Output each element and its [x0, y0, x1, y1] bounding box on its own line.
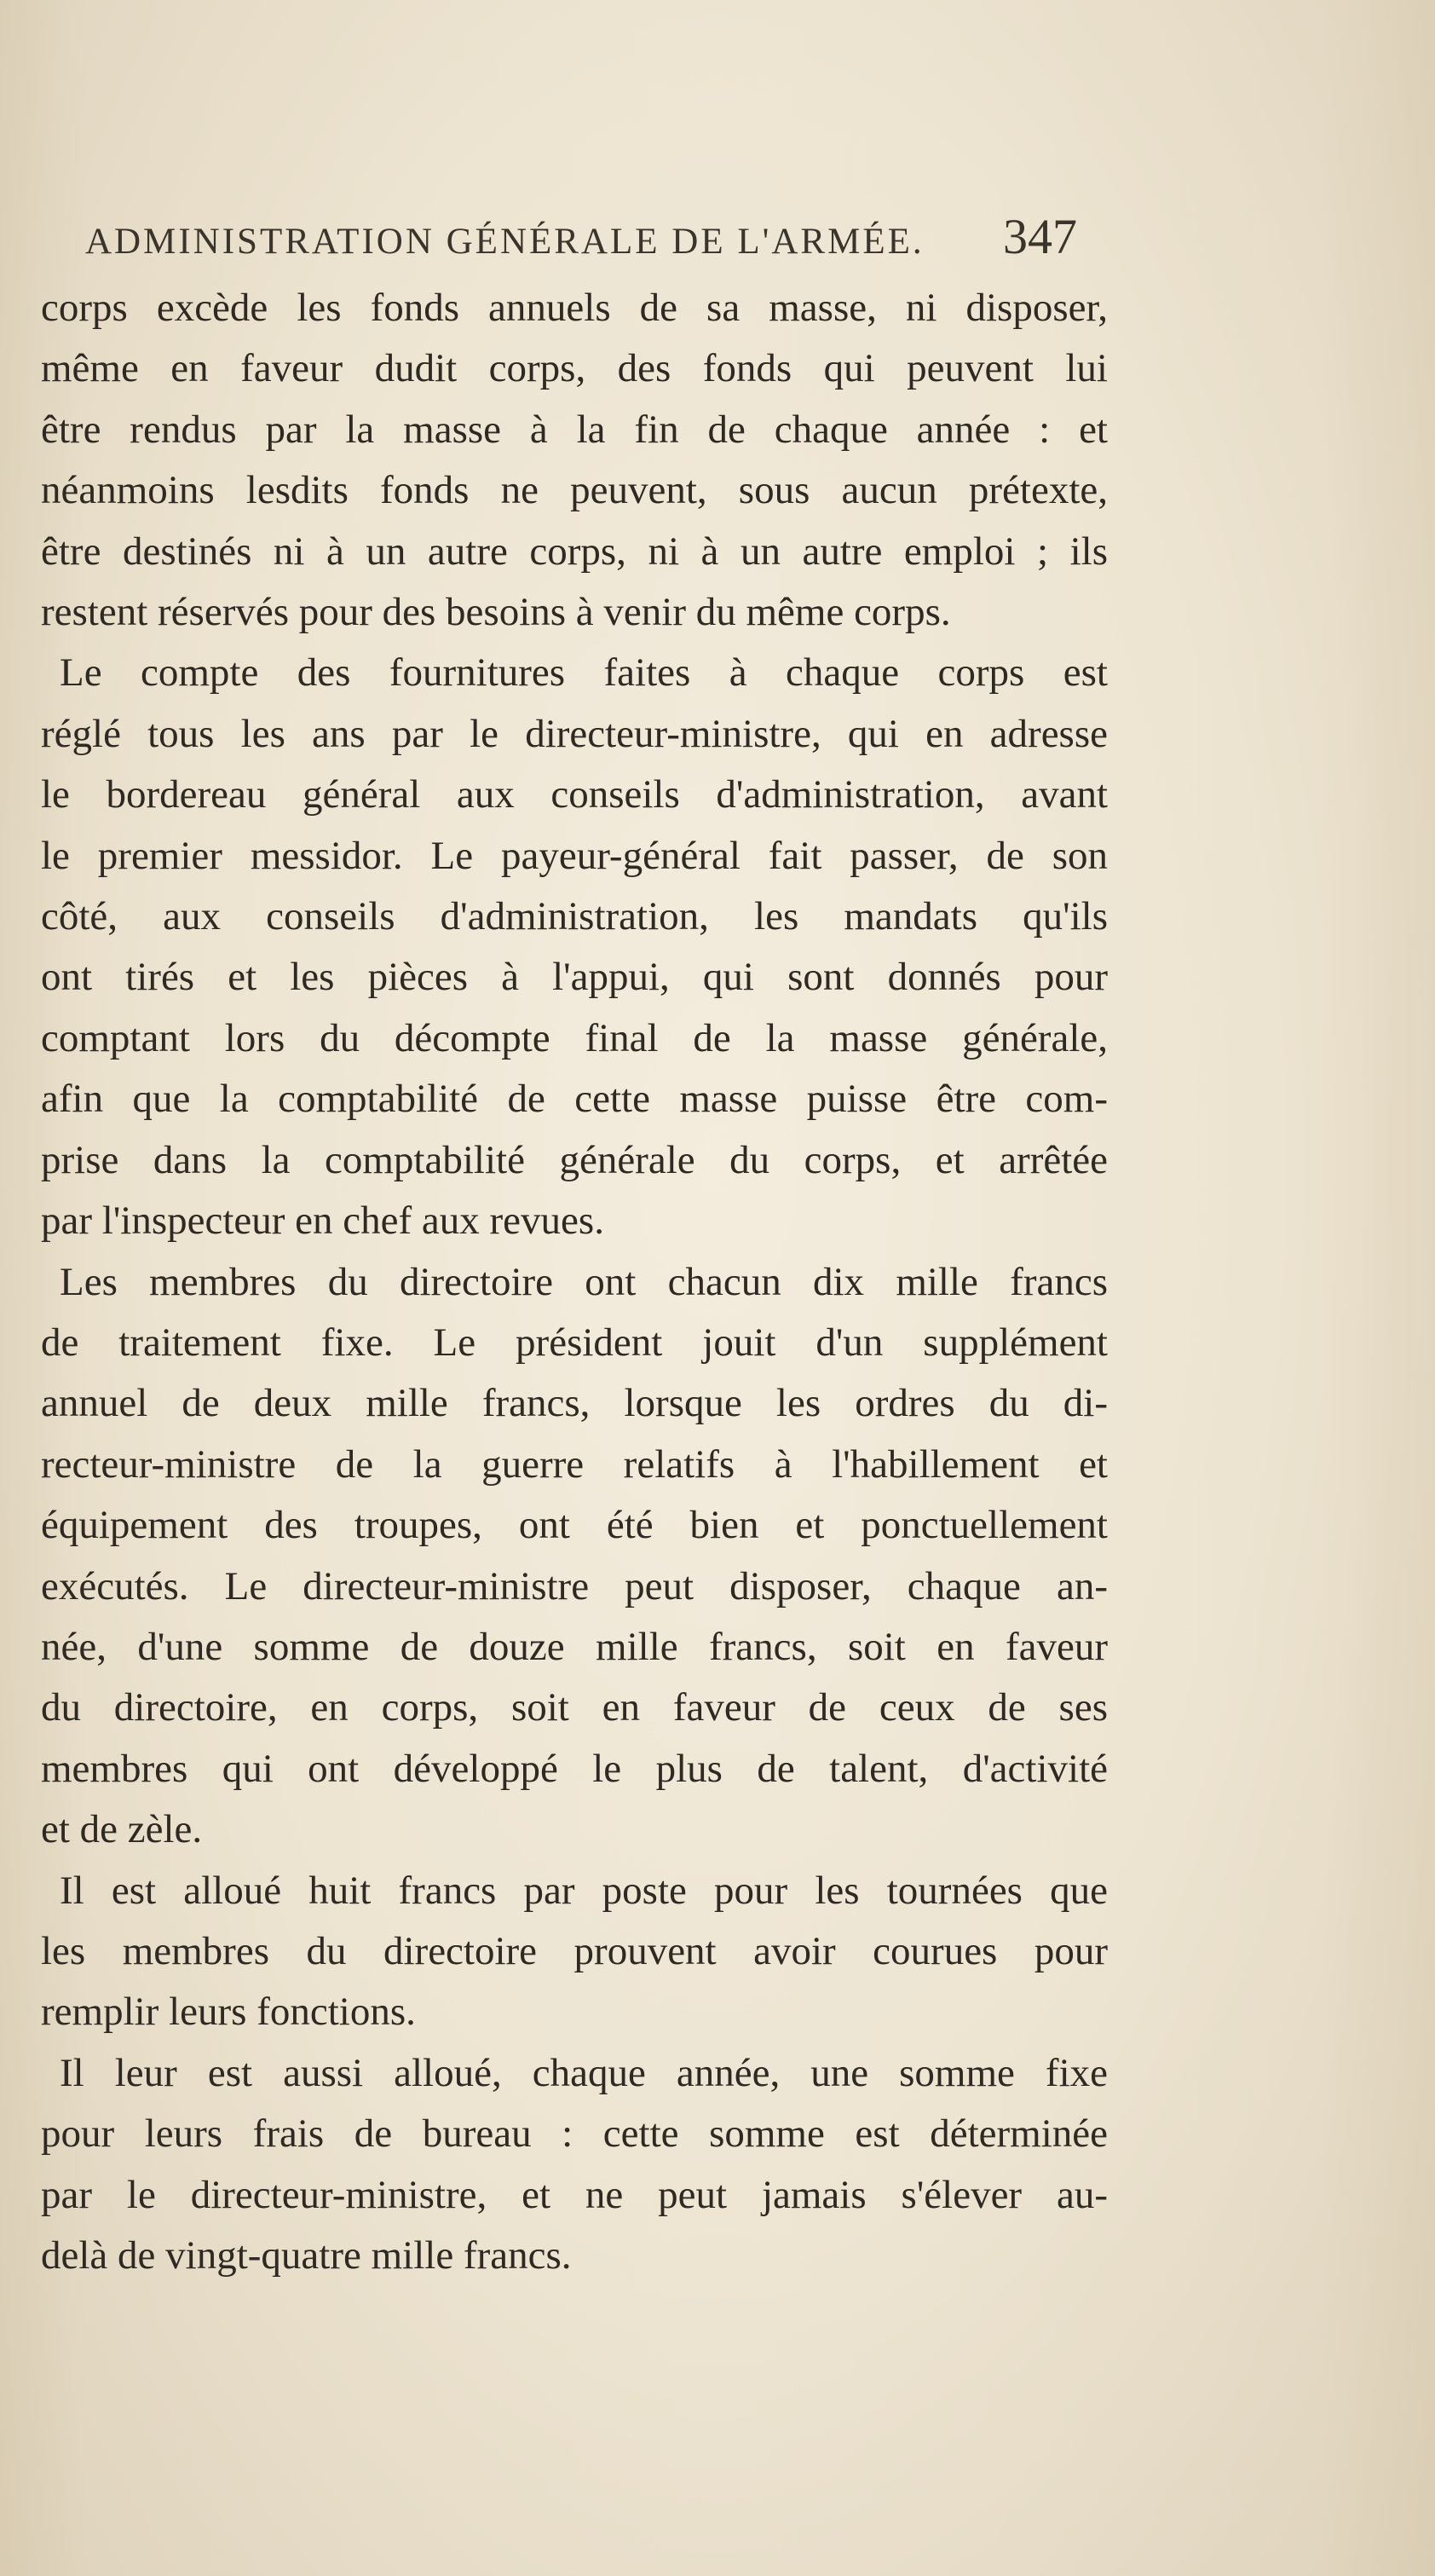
text-line: afin que la comptabilité de cette masse puisse être com-: [41, 1077, 1108, 1122]
text-line: Il leur est aussi alloué, chaque année, une somme fixe: [60, 2050, 1108, 2095]
text-line: être rendus par la masse à la fin de chaque année : et: [41, 407, 1108, 452]
text-line: exécutés. Le directeur-ministre peut disposer, chaque an-: [41, 1563, 1108, 1609]
text-line: ont tirés et les pièces à l'appui, qui sont donnés pour: [41, 955, 1108, 1000]
text-line: le premier messidor. Le payeur-général fait passer, de son: [41, 833, 1108, 878]
paragraph-1: [41, 278, 1108, 643]
text-line: par l'inspecteur en chef aux revues.: [41, 1198, 604, 1244]
text-line: annuel de deux mille francs, lorsque les ordres du di-: [41, 1381, 1108, 1426]
text-line: Le compte des fournitures faites à chaque corps est: [60, 650, 1108, 696]
text-line: être destinés ni à un autre corps, ni à un autre emploi ; ils: [41, 528, 1108, 574]
text-line: membres qui ont développé le plus de talent, d'activité: [41, 1746, 1108, 1791]
text-line: réglé tous les ans par le directeur-ministre, qui en adresse: [41, 711, 1108, 756]
text-line: Les membres du directoire ont chacun dix mille francs: [60, 1259, 1108, 1304]
text-line: delà de vingt-quatre mille francs.: [41, 2233, 572, 2278]
text-line: corps excède les fonds annuels de sa masse, ni disposer,: [41, 286, 1108, 330]
text-line: équipement des troupes, ont été bien et ponctuellement: [41, 1503, 1108, 1548]
paragraph-5: [41, 2043, 1108, 2287]
text-line: recteur-ministre de la guerre relatifs à l'habillement et: [41, 1441, 1108, 1487]
text-line: le bordereau général aux conseils d'administration, avant: [41, 772, 1108, 817]
text-line: les membres du directoire prouvent avoir courues pour: [41, 1928, 1108, 1973]
text-line: comptant lors du décompte final de la masse générale,: [41, 1015, 1108, 1060]
page-number: 347: [1003, 209, 1077, 264]
text-line: néanmoins lesdits fonds ne peuvent, sous aucun prétexte,: [41, 468, 1108, 513]
text-line: du directoire, en corps, soit en faveur de ceux de ses: [41, 1685, 1108, 1730]
body-text: [41, 278, 1108, 2286]
running-title: ADMINISTRATION GÉNÉRALE DE L'ARMÉE.: [85, 222, 925, 262]
paragraph-4: [41, 1861, 1108, 2043]
text-line: Il est alloué huit francs par poste pour les tournées que: [60, 1868, 1108, 1913]
running-head: [85, 208, 1077, 285]
text-line: et de zèle.: [41, 1807, 203, 1852]
text-line: côté, aux conseils d'administration, les mandats qu'ils: [41, 894, 1108, 939]
text-line: prise dans la comptabilité générale du corps, et arrêtée: [41, 1137, 1108, 1182]
text-line: née, d'une somme de douze mille francs, soit en faveur: [41, 1624, 1108, 1669]
text-line: pour leurs frais de bureau : cette somme est déterminée: [41, 2111, 1108, 2157]
paragraph-3: [41, 1252, 1108, 1861]
text-line: restent réservés pour des besoins à venir du même corps.: [41, 590, 951, 635]
paragraph-2: [41, 643, 1108, 1251]
text-line: même en faveur dudit corps, des fonds qui peuvent lui: [41, 346, 1108, 391]
text-line: par le directeur-ministre, et ne peut jamais s'élever au-: [41, 2172, 1108, 2217]
text-line: de traitement fixe. Le président jouit d'un supplément: [41, 1320, 1108, 1365]
text-line: remplir leurs fonctions.: [41, 1990, 416, 2035]
